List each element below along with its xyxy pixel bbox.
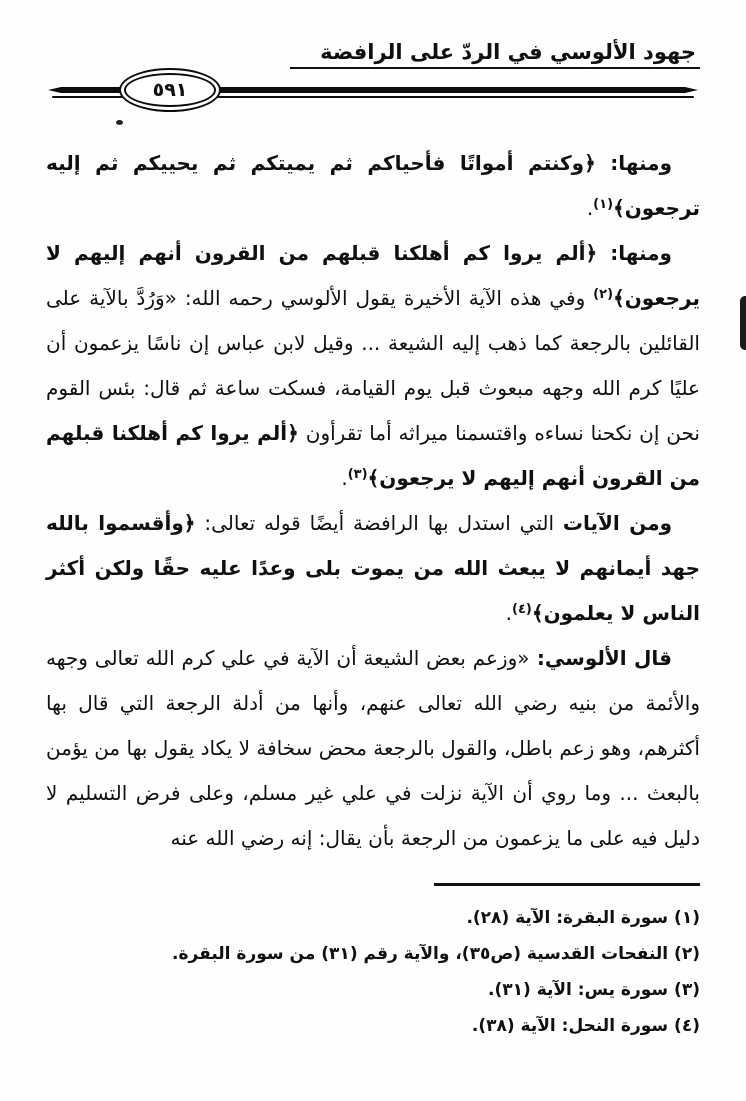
text-run: . bbox=[505, 601, 512, 625]
header-rule bbox=[46, 79, 700, 117]
page-header bbox=[46, 40, 700, 117]
page-number-badge bbox=[124, 73, 216, 107]
footnote-ref: (٢) bbox=[593, 287, 614, 302]
quran-verse: ﴿ألم يروا كم أهلكنا قبلهم من القرون أنهم إليهم لا يرجعون﴾ bbox=[46, 241, 700, 310]
footnote-ref: (٣) bbox=[347, 467, 368, 482]
scan-artifact bbox=[740, 296, 746, 350]
book-title: جهود الألوسي في الردّ على الرافضة bbox=[290, 40, 700, 69]
paragraph-lead: قال الألوسي: bbox=[529, 646, 672, 670]
paragraph bbox=[46, 636, 700, 861]
paragraph bbox=[46, 141, 700, 231]
footnote-item: (٢) النفحات القدسية (ص٣٥)، والآية رقم (٣١) من سورة البقرة. bbox=[172, 944, 700, 964]
text-run: «وزعم بعض الشيعة أن الآية في علي كرم الله تعالى وجهه والأئمة من بنيه رضي الله تعالى عنهم، وأنها من أدلة الرجعة التي قال بها أكثرهم، وهو زعم باطل، والقول بالرجعة محض سخافة لا يكاد يقول بها من يؤمن بالبعث ... وما روي أن الآية نزلت في علي غير مسلم، وعلى فرض التسليم لا دليل فيه على ما يزعمون من الرجعة بأن يقال: إنه رضي الله عنه bbox=[46, 646, 700, 850]
footnotes-section bbox=[46, 883, 700, 1044]
paragraph bbox=[46, 231, 700, 501]
text-run: . bbox=[586, 196, 594, 220]
text-run: وفي هذه الآية الأخيرة يقول الألوسي رحمه الله: «وَرُدَّ بالآية على القائلين بالرجعة كما ذهب إليه الشيعة ... وقيل لابن عباس إن ناسًا يزعمون أن عليًا كرم الله وجهه مبعوث قبل يوم القيامة، فسكت ساعة ثم قال: بئس القوم نحن إن نكحنا نساءه واقتسمنا ميراثه أما تقرأون bbox=[46, 286, 700, 445]
paragraph-lead: ومنها: bbox=[595, 151, 672, 175]
paragraph-lead: ومن الآيات bbox=[562, 511, 673, 535]
page-number: ٥٩١ bbox=[152, 79, 188, 101]
quran-verse: ﴿وأقسموا بالله جهد أيمانهم لا يبعث الله من يموت بلى وعدًا عليه حقًا ولكن أكثر الناس لا يعلمون﴾ bbox=[46, 511, 700, 625]
footnote-ref: (٤) bbox=[512, 602, 532, 617]
footnote-item: (٤) سورة النحل: الآية (٣٨). bbox=[471, 1016, 700, 1036]
footnote-item: (١) سورة البقرة: الآية (٢٨). bbox=[466, 908, 700, 928]
quran-verse: ﴿وكنتم أمواتًا فأحياكم ثم يميتكم ثم يحييكم ثم إليه ترجعون﴾ bbox=[46, 151, 700, 220]
page-body bbox=[46, 141, 700, 861]
quran-verse: ﴿ألم يروا كم أهلكنا قبلهم من القرون أنهم إليهم لا يرجعون﴾ bbox=[46, 421, 700, 490]
text-run: التي استدل بها الرافضة أيضًا قوله تعالى: bbox=[195, 511, 563, 535]
footnote-item: (٣) سورة يس: الآية (٣١). bbox=[488, 980, 700, 1000]
text-run: . bbox=[341, 466, 348, 490]
footnote-ref: (١) bbox=[593, 197, 614, 212]
scan-speck bbox=[116, 120, 123, 125]
paragraph-lead: ومنها: bbox=[597, 241, 672, 265]
paragraph bbox=[46, 501, 700, 636]
footnote-separator bbox=[434, 883, 700, 886]
